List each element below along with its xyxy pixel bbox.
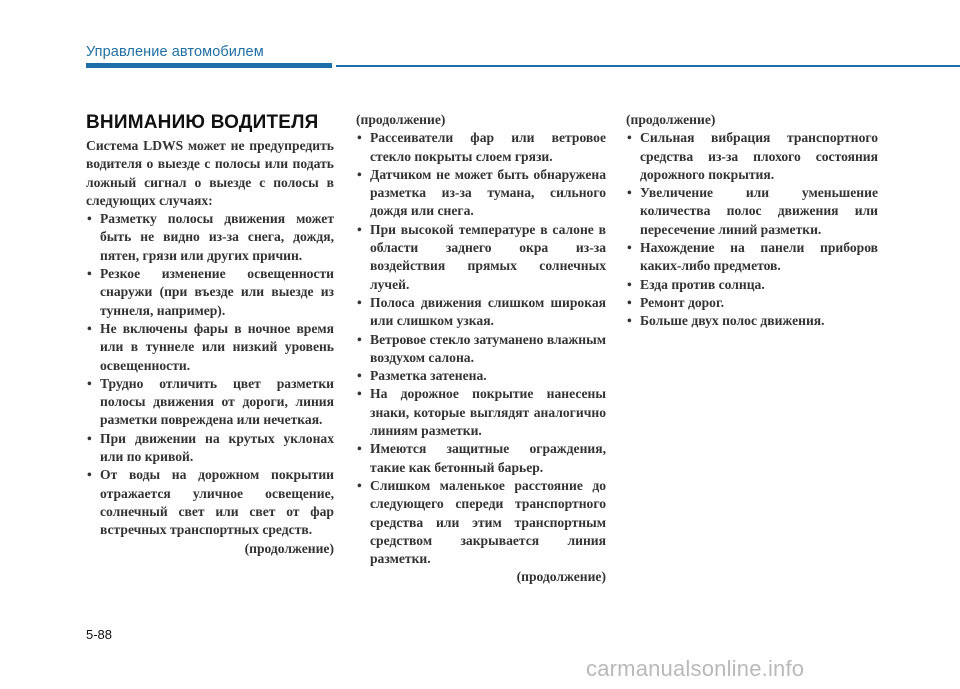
list-item: • Трудно отличить цвет разметки полосы движения от дороги, линия разметки повреждена или нечеткая. xyxy=(86,375,334,430)
continued-top-label: (продолжение) xyxy=(626,112,716,127)
list-item: • Езда против солнца. xyxy=(626,276,878,294)
list-item: • При движении на крутых уклонах или по кривой. xyxy=(86,430,334,467)
list-item: • Больше двух полос движения. xyxy=(626,312,878,330)
conditions-list-1 xyxy=(86,210,334,539)
list-item: • На дорожное покрытие нанесены знаки, которые выглядят аналогично линиям разметки. xyxy=(356,385,606,440)
list-item: • При высокой температуре в салоне в области заднего окра из-за воздействия прямых солнечных лучей. xyxy=(356,221,606,294)
list-item: • Разметка затенена. xyxy=(356,367,606,385)
list-item: • От воды на дорожном покрытии отражается уличное освещение, солнечный свет или свет от фар встречных транспортных средств. xyxy=(86,466,334,539)
warning-intro: Система LDWS может не предупредить водителя о выезде с полосы или подать ложный сигнал о выезде с полосы в следующих случаях: xyxy=(86,138,334,208)
list-item: • Резкое изменение освещенности снаружи (при въезде или выезде из туннеля, например). xyxy=(86,265,334,320)
warning-title: ВНИМАНИЮ ВОДИТЕЛЯ xyxy=(86,112,319,133)
list-item: • Нахождение на панели приборов каких-либо предметов. xyxy=(626,239,878,276)
list-item: • Увеличение или уменьшение количества полос движения или пересечение линий разметки. xyxy=(626,184,878,239)
list-item: • Датчиком не может быть обнаружена разметка из-за тумана, сильного дождя или снега. xyxy=(356,166,606,221)
list-item: • Ветровое стекло затуманено влажным воздухом салона. xyxy=(356,331,606,368)
column-3 xyxy=(626,111,878,331)
column-2 xyxy=(356,111,606,587)
header-bar-thick xyxy=(86,63,332,68)
section-header: Управление автомобилем xyxy=(86,44,264,60)
watermark: carmanualsonline.info xyxy=(586,656,805,681)
list-item: • Не включены фары в ночное время или в туннеле или низкий уровень освещенности. xyxy=(86,320,334,375)
column-1 xyxy=(86,112,334,558)
continued-top-label: (продолжение) xyxy=(356,112,446,127)
continued-label: (продолжение) xyxy=(244,540,334,556)
list-item: • Имеются защитные ограждения, такие как бетонный барьер. xyxy=(356,440,606,477)
continued-label: (продолжение) xyxy=(516,569,606,585)
conditions-list-3 xyxy=(626,129,878,330)
list-item: • Разметку полосы движения может быть не видно из-за снега, дождя, пятен, грязи или других причин. xyxy=(86,210,334,265)
list-item: • Полоса движения слишком широкая или слишком узкая. xyxy=(356,294,606,331)
list-item: • Слишком маленькое расстояние до следующего спереди транспортного средства или этим транспортным средством закрывается линия разметки. xyxy=(356,477,606,568)
conditions-list-2 xyxy=(356,129,606,568)
list-item: • Ремонт дорог. xyxy=(626,294,878,312)
page-number: 5-88 xyxy=(86,627,113,642)
list-item: • Сильная вибрация транспортного средства из-за плохого состояния дорожного покрытия. xyxy=(626,129,878,184)
list-item: • Рассеиватели фар или ветровое стекло покрыты слоем грязи. xyxy=(356,129,606,166)
header-bar-thin xyxy=(336,65,960,67)
